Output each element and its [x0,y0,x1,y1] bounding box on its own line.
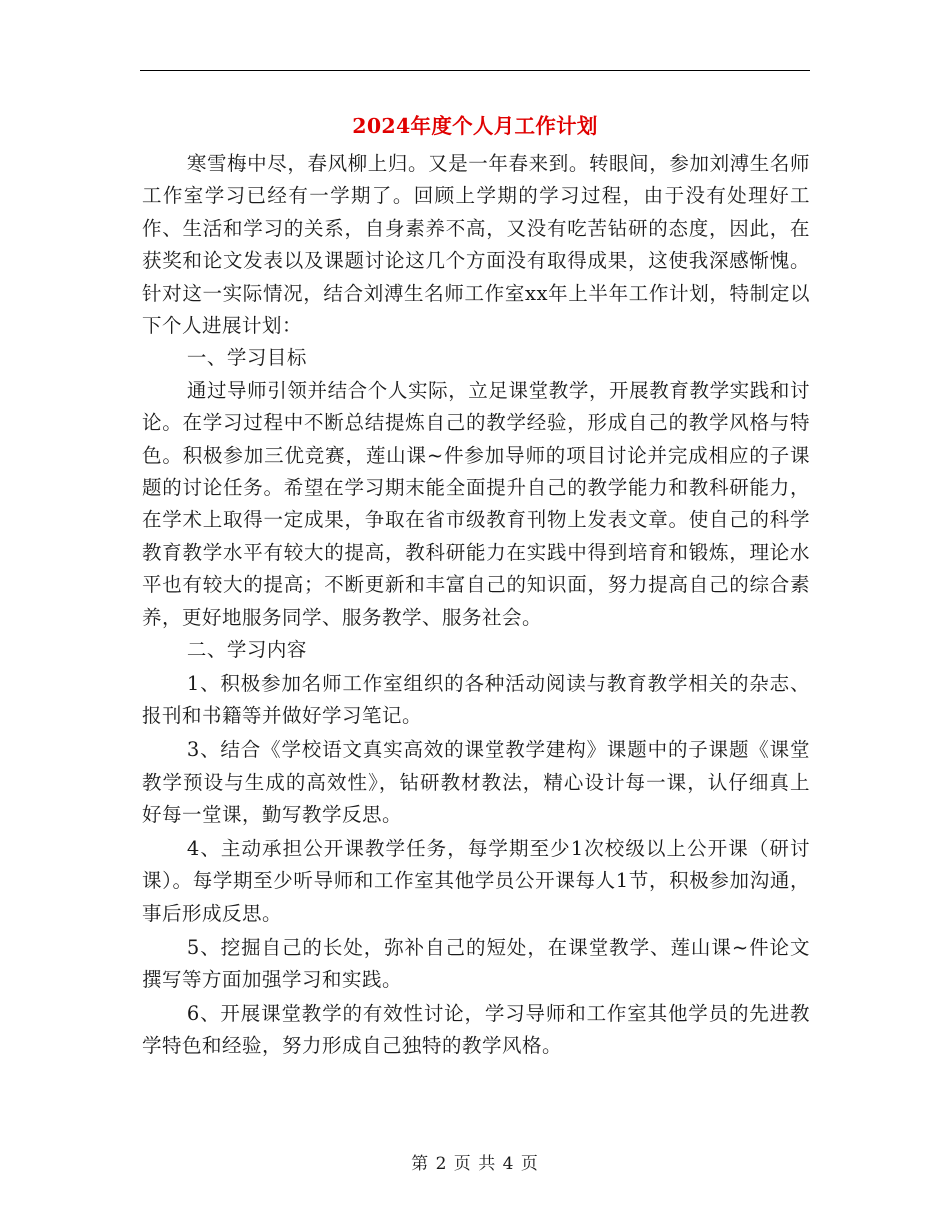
content-item-6: 6、开展课堂教学的有效性讨论，学习导师和工作室其他学员的先进教学特色和经验，努力形成自己独特的教学风格。 [142,1002,810,1058]
intro-paragraph: 寒雪梅中尽，春风柳上归。又是一年春来到。转眼间，参加刘溥生名师工作室学习已经有一学期了。回顾上学期的学习过程，由于没有处理好工作、生活和学习的关系，自身素养不高，又没有吃苦钻研的态度，因此，在获奖和论文发表以及课题讨论这几个方面没有取得成果，这使我深感惭愧。针对这一实际情况，结合刘溥生名师工作室xx年上半年工作计划，特制定以下个人进展计划： [142,152,810,338]
content-item-4: 4、主动承担公开课教学任务，每学期至少1次校级以上公开课（研讨课）。每学期至少听导师和工作室其他学员公开课每人1节，积极参加沟通，事后形成反思。 [142,837,810,925]
goals-paragraph: 通过导师引领并结合个人实际，立足课堂教学，开展教育教学实践和讨论。在学习过程中不断总结提炼自己的教学经验，形成自己的教学风格与特色。积极参加三优竞赛，莲山课~件参加导师的项目讨论并完成相应的子课题的讨论任务。希望在学习期末能全面提升自己的教学能力和教科研能力，在学术上取得一定成果，争取在省市级教育刊物上发表文章。使自己的科学教育教学水平有较大的提高，教科研能力在实践中得到培育和锻炼，理论水平也有较大的提高；不断更新和丰富自己的知识面，努力提高自己的综合素养，更好地服务同学、服务教学、服务社会。 [142,378,810,629]
page-number-footer: 第 2 页 共 4 页 [411,1154,539,1174]
section-heading-goals: 一、学习目标 [186,346,307,370]
content-item-5: 5、挖掘自己的长处，弥补自己的短处，在课堂教学、莲山课~件论文撰写等方面加强学习和实践。 [142,935,810,992]
content-item-3: 3、结合《学校语文真实高效的课堂教学建构》课题中的子课题《课堂教学预设与生成的高效性》，钻研教材教法，精心设计每一课，认仔细真上好每一堂课，勤写教学反思。 [142,738,810,827]
content-item-1: 1、积极参加名师工作室组织的各种活动阅读与教育教学相关的杂志、报刊和书籍等并做好学习笔记。 [142,672,810,728]
section-heading-content: 二、学习内容 [186,638,307,662]
header-rule [140,70,810,71]
document-body [142,148,810,1063]
document-title: 2024年度个人月工作计划 [352,114,598,138]
